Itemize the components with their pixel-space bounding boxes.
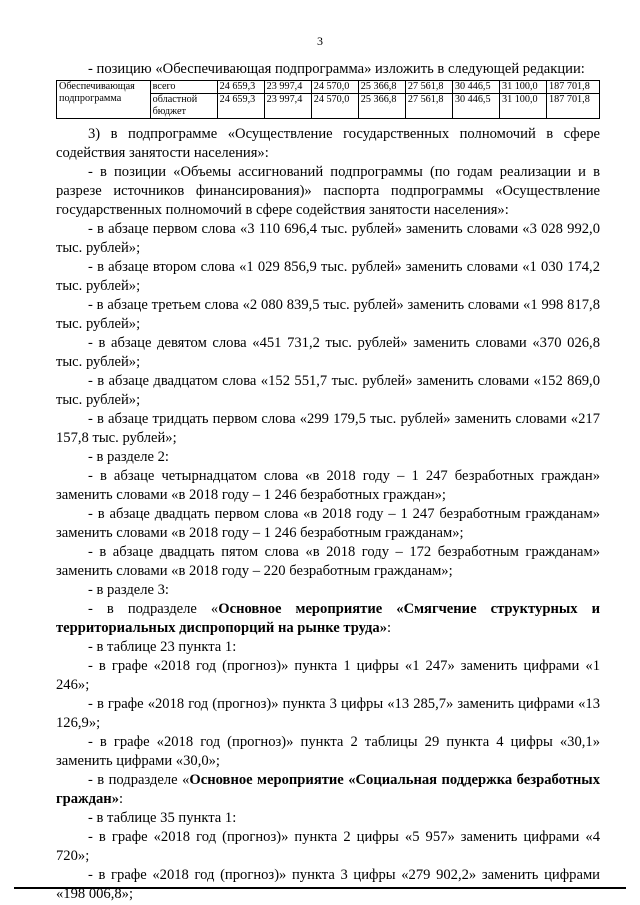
value-cell: 25 366,8 — [358, 81, 405, 94]
paragraph-text: - в таблице 35 пункта 1: — [88, 810, 237, 826]
subsection-title: Основное мероприятие «Социальная поддержка безработных граждан» — [56, 772, 600, 807]
table-row — [57, 81, 600, 94]
amendment-paragraph — [56, 638, 600, 657]
paragraph-text: - в графе «2018 год (прогноз)» пункта 1 цифры «1 247» заменить цифрами «1 246»; — [56, 658, 600, 693]
amendment-paragraph — [56, 828, 600, 866]
paragraph-text: - в абзаце третьем слова «2 080 839,5 тыс. рублей» заменить словами «1 998 817,8 тыс. рублей»; — [56, 297, 600, 332]
amendment-paragraph — [56, 866, 600, 904]
intro-line: - позицию «Обеспечивающая подпрограмма» изложить в следующей редакции: — [88, 61, 585, 77]
paragraph-text: - в подразделе « — [88, 601, 219, 617]
amendment-paragraph — [56, 695, 600, 733]
amendment-paragraph — [56, 467, 600, 505]
amendment-paragraph — [56, 600, 600, 638]
page-number: 3 — [317, 34, 323, 48]
value-cell: 24 659,3 — [217, 81, 264, 94]
value-cell: 24 570,0 — [311, 81, 358, 94]
value-cell: 27 561,8 — [405, 94, 452, 119]
value-cell: 30 446,5 — [452, 94, 499, 119]
amendment-paragraph — [56, 258, 600, 296]
subprogram-name-line: Обеспечивающая — [59, 81, 135, 92]
amendment-paragraph — [56, 372, 600, 410]
paragraph-text: - в абзаце тридцать первом слова «299 179,5 тыс. рублей» заменить словами «217 157,8 тыс. рублей»; — [56, 411, 600, 446]
amendment-paragraph — [56, 657, 600, 695]
paragraph-text: - в позиции «Объемы ассигнований подпрограммы (по годам реализации и в разрезе источников финансирования)» паспорта подпрограммы «Осуществление государственных полномочий в сфере содействия занятости населения»: — [56, 164, 600, 218]
value-cell: 24 659,3 — [217, 94, 264, 119]
paragraph-tail: : — [387, 620, 392, 636]
paragraph-text: - в абзаце девятом слова «451 731,2 тыс. рублей» заменить словами «370 026,8 тыс. рублей»; — [56, 335, 600, 370]
amendment-paragraph — [56, 581, 600, 600]
paragraph-text: - в абзаце двадцатом слова «152 551,7 тыс. рублей» заменить словами «152 869,0 тыс. рублей»; — [56, 373, 600, 408]
amendment-paragraph — [56, 163, 600, 220]
amendment-paragraph — [56, 296, 600, 334]
amendment-paragraph — [56, 125, 600, 163]
total-cell: 187 701,8 — [547, 81, 600, 94]
source-cell: всего — [150, 81, 217, 94]
paragraph-text: 3) в подпрограмме «Осуществление государственных полномочий в сфере содействия занятости населения»: — [56, 126, 600, 161]
amendment-paragraph — [56, 410, 600, 448]
amendment-paragraph — [56, 505, 600, 543]
paragraph-text: - в графе «2018 год (прогноз)» пункта 2 цифры «5 957» заменить цифрами «4 720»; — [56, 829, 600, 864]
paragraph-text: - в абзаце четырнадцатом слова «в 2018 году – 1 247 безработных граждан» заменить словами «в 2018 году – 1 246 безработных граждан»; — [56, 468, 600, 503]
subsection-title: Основное мероприятие «Смягчение структурных и территориальных диспропорций на рынке труда» — [56, 601, 601, 636]
amendment-paragraph — [56, 733, 600, 771]
paragraph-text: - в абзаце двадцать первом слова «в 2018 году – 1 247 безработным гражданам» заменить словами «в 2018 году – 1 246 безработным гражданам»; — [56, 506, 600, 541]
paragraph-text: - в разделе 3: — [88, 582, 169, 598]
source-cell — [150, 94, 217, 119]
subprogram-name-line: подпрограмма — [59, 93, 122, 104]
paragraph-text: - в графе «2018 год (прогноз)» пункта 2 таблицы 29 пункта 4 цифры «30,1» заменить цифрами «30,0»; — [56, 734, 600, 769]
paragraph-tail: : — [119, 791, 124, 807]
value-cell: 25 366,8 — [358, 94, 405, 119]
amendment-paragraph — [56, 220, 600, 258]
funding-table — [56, 80, 600, 119]
document-body — [56, 60, 600, 904]
total-cell: 187 701,8 — [547, 94, 600, 119]
paragraph-text: - в графе «2018 год (прогноз)» пункта 3 цифры «279 902,2» заменить цифрами «198 006,8»; — [56, 867, 600, 902]
value-cell: 23 997,4 — [264, 94, 311, 119]
value-cell: 24 570,0 — [311, 94, 358, 119]
source-label: областной бюджет — [152, 94, 198, 117]
paragraph-text: - в таблице 23 пункта 1: — [88, 639, 237, 655]
value-cell: 31 100,0 — [499, 81, 546, 94]
amendment-paragraph — [56, 543, 600, 581]
value-cell: 23 997,4 — [264, 81, 311, 94]
bottom-rule — [14, 887, 626, 889]
amendment-paragraph — [56, 809, 600, 828]
amendment-paragraph — [56, 771, 600, 809]
amendment-paragraph — [56, 334, 600, 372]
paragraph-text: - в подразделе « — [88, 772, 190, 788]
paragraph-text: - в графе «2018 год (прогноз)» пункта 3 цифры «13 285,7» заменить цифрами «13 126,9»; — [56, 696, 600, 731]
value-cell: 27 561,8 — [405, 81, 452, 94]
paragraph-text: - в абзаце двадцать пятом слова «в 2018 году – 172 безработным гражданам» заменить словами «в 2018 году – 220 безработным гражданам»; — [56, 544, 600, 579]
paragraph-text: - в абзаце первом слова «3 110 696,4 тыс. рублей» заменить словами «3 028 992,0 тыс. рублей»; — [56, 221, 600, 256]
paragraph-text: - в разделе 2: — [88, 449, 169, 465]
value-cell: 30 446,5 — [452, 81, 499, 94]
paragraph-text: - в абзаце втором слова «1 029 856,9 тыс. рублей» заменить словами «1 030 174,2 тыс. рублей»; — [56, 259, 600, 294]
amendment-list — [56, 125, 600, 904]
amendment-paragraph — [56, 448, 600, 467]
subprogram-name-cell — [57, 81, 151, 119]
value-cell: 31 100,0 — [499, 94, 546, 119]
